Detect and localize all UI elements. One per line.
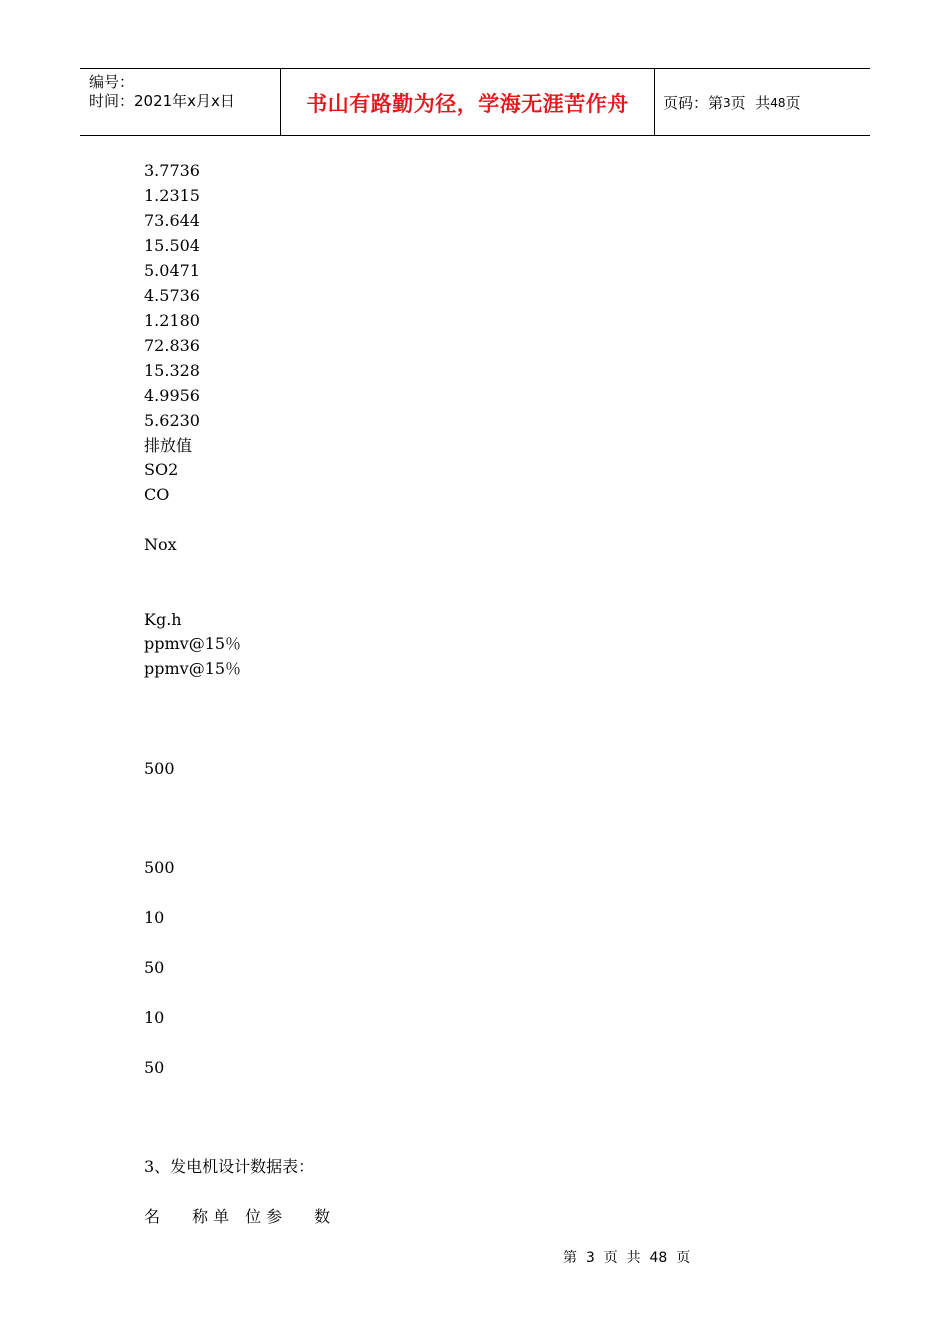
section-heading: 3、发电机设计数据表： — [144, 1157, 315, 1176]
header-motto-cell — [281, 69, 655, 136]
text-line: 4.9956 — [144, 386, 200, 405]
text-line: 50 — [144, 1058, 165, 1077]
time-label: 时间：2021年x月x日 — [89, 92, 235, 110]
text-line: CO — [144, 485, 170, 504]
text-line: Kg.h — [144, 610, 182, 629]
text-line: 15.328 — [144, 361, 200, 380]
text-line: 3.7736 — [144, 161, 200, 180]
text-line: 73.644 — [144, 211, 200, 230]
header-meta — [80, 69, 281, 136]
page-prefix: 页码：第 — [663, 94, 724, 112]
text-line: 排放值 — [144, 436, 193, 455]
text-line: ppmv@15％ — [144, 659, 242, 678]
page-footer: 第 3 页 共 48 页 — [563, 1250, 691, 1266]
text-line: 10 — [144, 1008, 165, 1027]
text-line: 4.5736 — [144, 286, 200, 305]
text-line: 500 — [144, 858, 175, 877]
page-current: 3 — [723, 95, 731, 110]
header-page-info — [655, 69, 870, 136]
text-line: 1.2315 — [144, 186, 200, 205]
text-line: 500 — [144, 759, 175, 778]
page-total: 48 — [770, 95, 786, 110]
page-mid: 页 共 — [730, 94, 771, 112]
text-line: SO2 — [144, 460, 179, 479]
text-line: 5.6230 — [144, 411, 200, 430]
page-header — [80, 68, 870, 136]
table-header-row: 名 称 单 位 参 数 — [144, 1207, 331, 1226]
header-motto: 书山有路勤为径，学海无涯苦作舟 — [306, 91, 629, 116]
text-line: Nox — [144, 535, 177, 554]
number-label: 编号： — [89, 73, 135, 91]
text-line: 50 — [144, 958, 165, 977]
text-line: 10 — [144, 908, 165, 927]
text-line: ppmv@15％ — [144, 634, 242, 653]
text-line: 1.2180 — [144, 311, 200, 330]
text-line: 5.0471 — [144, 261, 200, 280]
page-suffix: 页 — [785, 94, 801, 112]
text-line: 72.836 — [144, 336, 200, 355]
text-line: 15.504 — [144, 236, 200, 255]
